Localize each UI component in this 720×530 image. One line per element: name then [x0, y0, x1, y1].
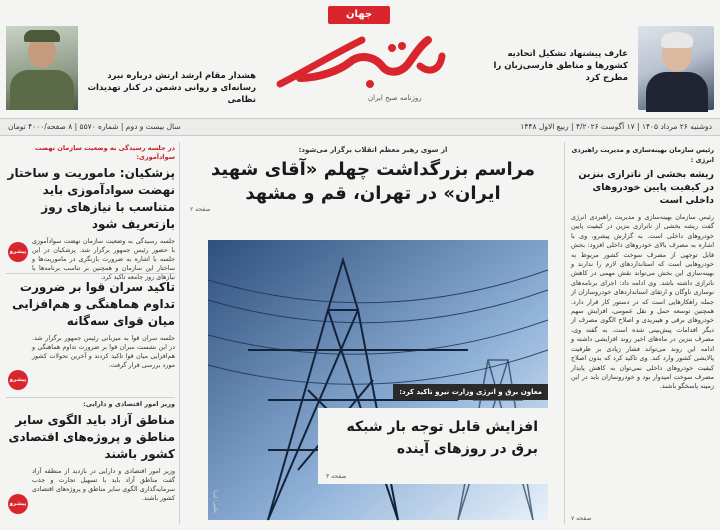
- left-story-1[interactable]: [6, 142, 175, 281]
- pishro-badge-icon: پیشرو: [8, 494, 28, 514]
- left-story-2-body: جلسه سران قوا به میزبانی رئیس جمهور برگزار شد. در این نشست سران قوا بر ضرورت تداوم هماهنگی و هم‌افزایی میان قوا تاکید کردند و آخرین تحولات کشور مورد بررسی قرار گرفت.: [32, 335, 175, 369]
- left-story-2[interactable]: [6, 274, 175, 398]
- teaser-right-text: عارف پیشنهاد تشکیل اتحادیه کشورها و مناطق فارسی‌زبان را مطرح کرد: [493, 49, 628, 83]
- left-story-3-body: وزیر امور اقتصادی و دارایی در بازدید از منطقه آزاد گفت مناطق آزاد باید با تسهیل تجارت و جذب سرمایه‌گذاری الگوی سایر مناطق و پروژه‌های اقتصادی کشور باشند.: [32, 468, 175, 502]
- logo: [270, 4, 450, 112]
- left-story-3[interactable]: [6, 398, 175, 522]
- dateline-issue: سال بیست و دوم | شماره ۵۵۷۰ | ۸ صفحه/۴۰۰۰ تومان: [8, 122, 181, 131]
- feature-story[interactable]: [208, 240, 548, 520]
- feature-headline[interactable]: افزایش قابل توجه بار شبکه برق در روزهای آینده: [346, 419, 538, 457]
- left-story-1-kicker: در جلسه رسیدگی به وضعیت سازمان نهضت سوادآموزی:: [35, 144, 175, 161]
- left-story-2-title[interactable]: تاکید سران قوا بر ضرورت تداوم هماهنگی و هم‌افزایی میان قوای سه‌گانه: [12, 280, 175, 328]
- logo-tag: جهان: [328, 6, 390, 24]
- feature-page-ref: صفحه ۳: [326, 473, 347, 480]
- right-column-page-ref: صفحه ۷: [571, 515, 592, 522]
- center-column: [186, 142, 560, 524]
- center-kicker: از سوی رهبر معظم انقلاب برگزار می‌شود:: [298, 146, 448, 154]
- pishro-badge-icon: پیشرو: [8, 370, 28, 390]
- right-column-body: رئیس سازمان بهینه‌سازی و مدیریت راهبردی انرژی گفت ریشه بخشی از ناترازی بنزین در کیفیت پایین خودروهای داخلی است. به گزارش پیشرو، وی با اشاره به مصرف بالای خودروهای داخلی افزود: بخش قابل توجهی از مصرف سوخت کشور مربوط به خودروهایی است که استانداردهای لازم را ندارند و بهینه‌سازی این بخش می‌تواند نقش مهمی در کاهش ناترازی داشته باشد. وی ادامه داد: اجرای برنامه‌های نوسازی ناوگان و ارتقای استانداردهای خودروسازان از جمله راهکارهایی است که در دستور کار قرار دارد. همچنین توسعه حمل و نقل عمومی، افزایش سهم خودروهای برقی و هیبریدی و اصلاح الگوی مصرف از دیگر اقدامات پیش‌بینی شده است. به گفته وی، مصرف بنزین در ماه‌های اخیر روند افزایشی داشته و ادامه این روند می‌تواند فشار زیادی بر ظرفیت پالایشی کشور وارد کند. وی تاکید کرد که بدون اصلاح کیفیت خودروهای داخلی نمی‌توان به کاهش پایدار مصرف سوخت امیدوار بود و خودروسازان باید در این زمینه پاسخگو باشند.: [571, 213, 714, 391]
- teaser-right[interactable]: [475, 26, 720, 112]
- dateline: [0, 118, 720, 136]
- center-page-ref: صفحه ۲: [190, 206, 211, 213]
- teaser-right-photo: [638, 26, 714, 110]
- logo-mark: [270, 26, 450, 96]
- dateline-date: دوشنبه ۲۶ مرداد ۱۴۰۵ | ۱۷ آگوست ۴/۲۰۲۶ | ربیع الاول ۱۴۴۸: [520, 122, 712, 131]
- left-story-1-title[interactable]: پزشکیان: ماموریت و ساختار نهضت سوادآموزی باید متناسب با نیازهای روز بازتعریف شود: [7, 166, 175, 231]
- logo-subtitle: روزنامه صبح ایران: [368, 94, 422, 102]
- right-column-title[interactable]: ریشه بخشی از ناترازی بنزین در کیفیت پایین خودروهای داخلی است: [578, 169, 714, 206]
- teaser-left[interactable]: [0, 26, 260, 112]
- feature-kicker: معاون برق و انرژی وزارت نیرو تاکید کرد:: [393, 384, 548, 400]
- right-column-kicker: رئیس سازمان بهینه‌سازی و مدیریت راهبردی انرژی :: [571, 146, 714, 164]
- center-headline[interactable]: مراسم بزرگداشت چهلم «آقای شهید ایران» در تهران، قم و مشهد: [211, 159, 535, 204]
- feature-headline-box: [318, 408, 548, 484]
- left-story-1-body: جلسه رسیدگی به وضعیت سازمان نهضت سوادآموزی با حضور رئیس جمهور برگزار شد. پزشکیان در این جلسه با اشاره به ضرورت بازنگری در ماموریت‌ها و ساختار این سازمان و همچنین بر تناسب برنامه‌ها با نیازهای روز جامعه تاکید کرد.: [32, 238, 175, 281]
- pishro-badge-icon: پیشرو: [8, 242, 28, 262]
- teaser-left-text: هشدار مقام ارشد ارتش درباره نبرد رسانه‌ای و روانی دشمن در کنار تهدیدات نظامی: [87, 71, 256, 105]
- left-story-3-title[interactable]: مناطق آزاد باید الگوی سایر مناطق و پروژه‌های اقتصادی کشور باشند: [8, 413, 175, 461]
- photo-credit: عکس: ایرنا: [212, 490, 218, 514]
- right-column: [564, 142, 714, 524]
- teaser-left-photo: [6, 26, 78, 110]
- left-column: [6, 142, 180, 524]
- masthead: [0, 0, 720, 118]
- left-story-3-kicker: وزیر امور اقتصادی و دارایی:: [83, 400, 175, 408]
